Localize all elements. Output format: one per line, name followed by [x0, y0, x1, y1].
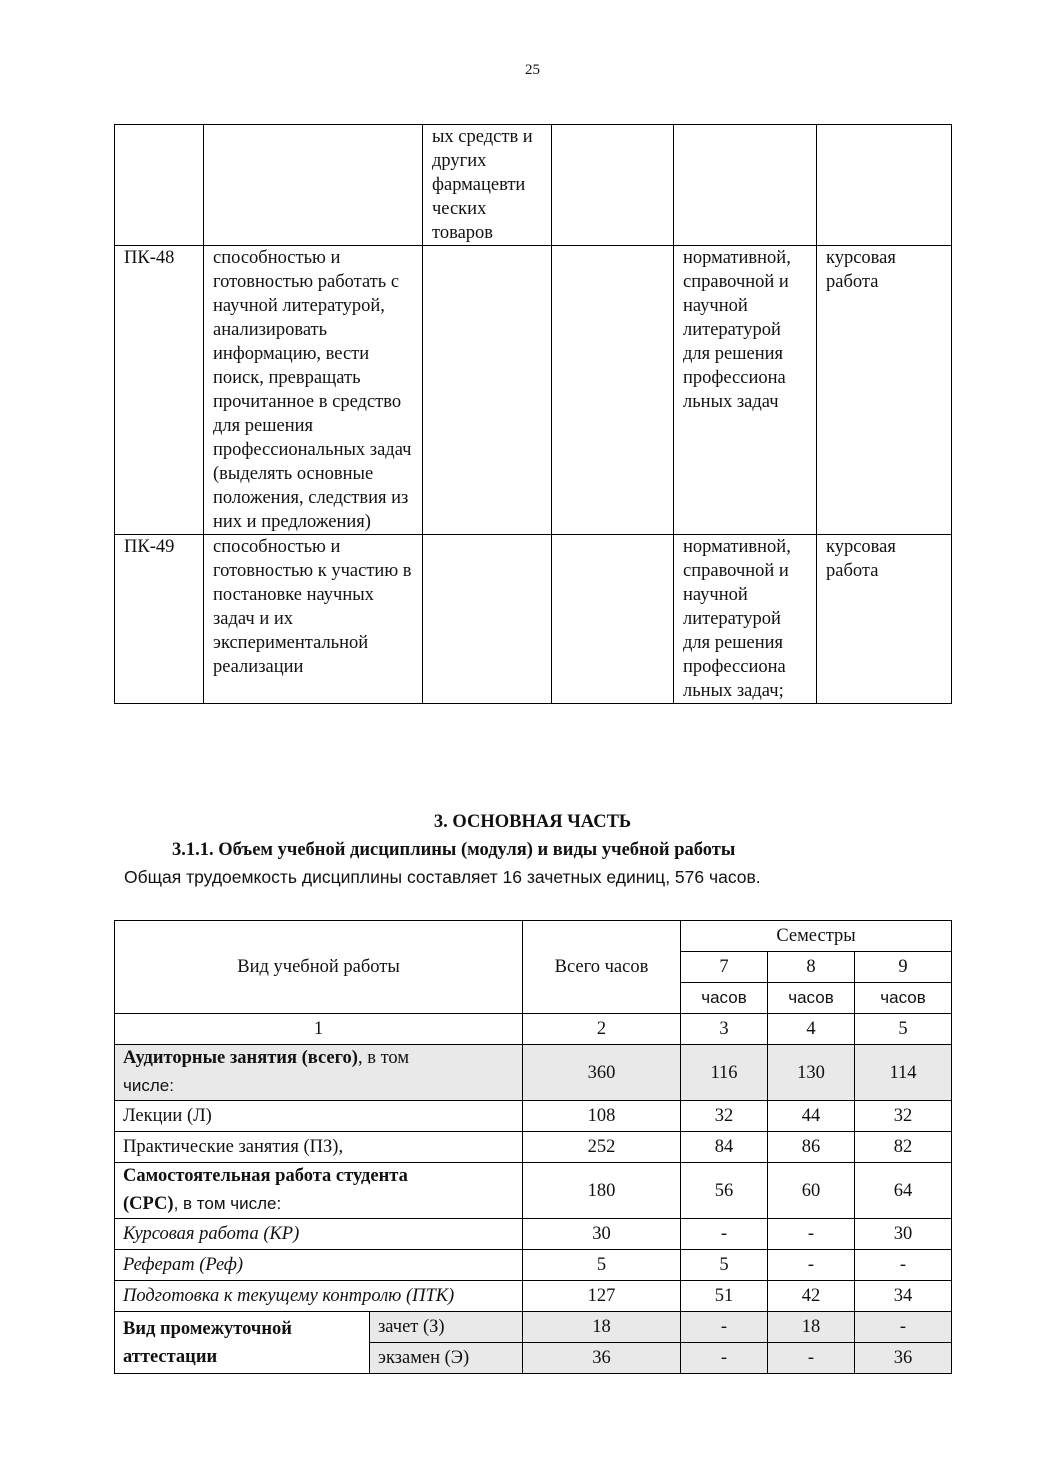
- total-hours: 252: [523, 1132, 681, 1163]
- row-label: Лекции (Л): [115, 1101, 523, 1132]
- semester-hours: -: [768, 1250, 855, 1281]
- competency-cell: [552, 535, 674, 704]
- semester-number: 8: [768, 952, 855, 983]
- table-row: [115, 1250, 952, 1281]
- row-label: [115, 1163, 523, 1219]
- competency-description: способностью и готовностью к участию в постановке научных задач и их экспериментальной реализации: [204, 535, 423, 704]
- total-hours: 180: [523, 1163, 681, 1219]
- header-semesters: Семестры: [681, 921, 952, 952]
- table-row: [115, 535, 952, 704]
- semester-hours: 84: [681, 1132, 768, 1163]
- intro-text: Общая трудоемкость дисциплины составляет 16 зачетных единиц, 576 часов.: [124, 867, 761, 887]
- semester-hours: 60: [768, 1163, 855, 1219]
- header-row: [115, 921, 952, 952]
- semester-hours: 56: [681, 1163, 768, 1219]
- row-label: Подготовка к текущему контролю (ПТК): [115, 1281, 523, 1312]
- total-hours: 30: [523, 1219, 681, 1250]
- semester-hours: 130: [768, 1045, 855, 1101]
- column-number: 3: [681, 1014, 768, 1045]
- subsection-title: 3.1.1. Объем учебной дисциплины (модуля) и виды учебной работы: [172, 840, 736, 860]
- attestation-label-line: аттестации: [123, 1346, 218, 1367]
- table-row: [115, 1281, 952, 1312]
- competency-cell: [423, 535, 552, 704]
- table-row: [115, 1101, 952, 1132]
- semester-hours: -: [768, 1219, 855, 1250]
- semester-hours: -: [855, 1312, 952, 1343]
- competency-table: [114, 124, 952, 704]
- table-row: [115, 1163, 952, 1219]
- semester-hours: 32: [855, 1101, 952, 1132]
- table-row: [115, 1312, 952, 1343]
- competency-code: ПК-48: [115, 246, 204, 535]
- competency-cell: [552, 246, 674, 535]
- competency-cell: [817, 125, 952, 246]
- semester-number: 9: [855, 952, 952, 983]
- competency-description: [204, 125, 423, 246]
- semester-hours: -: [681, 1219, 768, 1250]
- table-row: [115, 1132, 952, 1163]
- row-label: Реферат (Реф): [115, 1250, 523, 1281]
- column-number: 4: [768, 1014, 855, 1045]
- table-row: [115, 125, 952, 246]
- column-number: 2: [523, 1014, 681, 1045]
- hours-label: часов: [768, 983, 855, 1014]
- competency-cell: [423, 246, 552, 535]
- semester-hours: 116: [681, 1045, 768, 1101]
- semester-hours: 114: [855, 1045, 952, 1101]
- total-hours: 18: [523, 1312, 681, 1343]
- total-hours: 360: [523, 1045, 681, 1101]
- semester-hours: 82: [855, 1132, 952, 1163]
- row-label-rest: , в том: [357, 1048, 410, 1068]
- table-row: [115, 246, 952, 535]
- hours-label: часов: [855, 983, 952, 1014]
- competency-code: ПК-49: [115, 535, 204, 704]
- study-load-table: [114, 920, 952, 1374]
- row-label-rest: , в том числе:: [173, 1194, 282, 1213]
- semester-hours: -: [681, 1343, 768, 1374]
- semester-hours: 51: [681, 1281, 768, 1312]
- semester-hours: 32: [681, 1101, 768, 1132]
- competency-cell: нормативной, справочной и научной литературой для решения профессиона льных задач;: [674, 535, 817, 704]
- hours-label: часов: [681, 983, 768, 1014]
- table-row: [115, 1045, 952, 1101]
- competency-cell: [674, 125, 817, 246]
- row-label: экзамен (Э): [370, 1343, 523, 1374]
- row-label-bold: Самостоятельная работа студента: [123, 1166, 408, 1186]
- total-hours: 36: [523, 1343, 681, 1374]
- attestation-label-line: Вид промежуточной: [123, 1318, 292, 1339]
- semester-hours: 44: [768, 1101, 855, 1132]
- row-label: зачет (З): [370, 1312, 523, 1343]
- header-total-hours: Всего часов: [523, 921, 681, 1014]
- row-label: Курсовая работа (КР): [115, 1219, 523, 1250]
- row-label: [115, 1045, 523, 1101]
- semester-number: 7: [681, 952, 768, 983]
- competency-cell: [552, 125, 674, 246]
- row-label-bold: Аудиторные занятия (всего): [123, 1048, 358, 1068]
- semester-hours: 86: [768, 1132, 855, 1163]
- competency-cell: курсовая работа: [817, 246, 952, 535]
- semester-hours: 30: [855, 1219, 952, 1250]
- semester-hours: 36: [855, 1343, 952, 1374]
- header-work-type: Вид учебной работы: [115, 921, 523, 1014]
- competency-description: способностью и готовностью работать с научной литературой, анализировать информацию, вести поиск, превращать прочитанное в средство для решения профессиональных задач (выделять основные положения, следствия из них и предложения): [204, 246, 423, 535]
- column-number: 5: [855, 1014, 952, 1045]
- competency-cell: нормативной, справочной и научной литературой для решения профессиона льных задач: [674, 246, 817, 535]
- attestation-label: [115, 1312, 370, 1374]
- page-number: 25: [525, 62, 540, 78]
- row-label-rest: числе:: [123, 1076, 174, 1095]
- semester-hours: -: [681, 1312, 768, 1343]
- competency-cell: курсовая работа: [817, 535, 952, 704]
- semester-hours: 18: [768, 1312, 855, 1343]
- row-label-bold: (СРС): [123, 1194, 174, 1214]
- total-hours: 127: [523, 1281, 681, 1312]
- semester-hours: -: [855, 1250, 952, 1281]
- total-hours: 108: [523, 1101, 681, 1132]
- semester-hours: 5: [681, 1250, 768, 1281]
- semester-hours: 64: [855, 1163, 952, 1219]
- column-numbers-row: [115, 1014, 952, 1045]
- competency-cell: ых средств и других фармацевти ческих товаров: [423, 125, 552, 246]
- column-number: 1: [115, 1014, 523, 1045]
- semester-hours: 42: [768, 1281, 855, 1312]
- semester-hours: 34: [855, 1281, 952, 1312]
- competency-code: [115, 125, 204, 246]
- table-row: [115, 1219, 952, 1250]
- row-label: Практические занятия (ПЗ),: [115, 1132, 523, 1163]
- semester-hours: -: [768, 1343, 855, 1374]
- section-title: 3. ОСНОВНАЯ ЧАСТЬ: [433, 812, 632, 832]
- total-hours: 5: [523, 1250, 681, 1281]
